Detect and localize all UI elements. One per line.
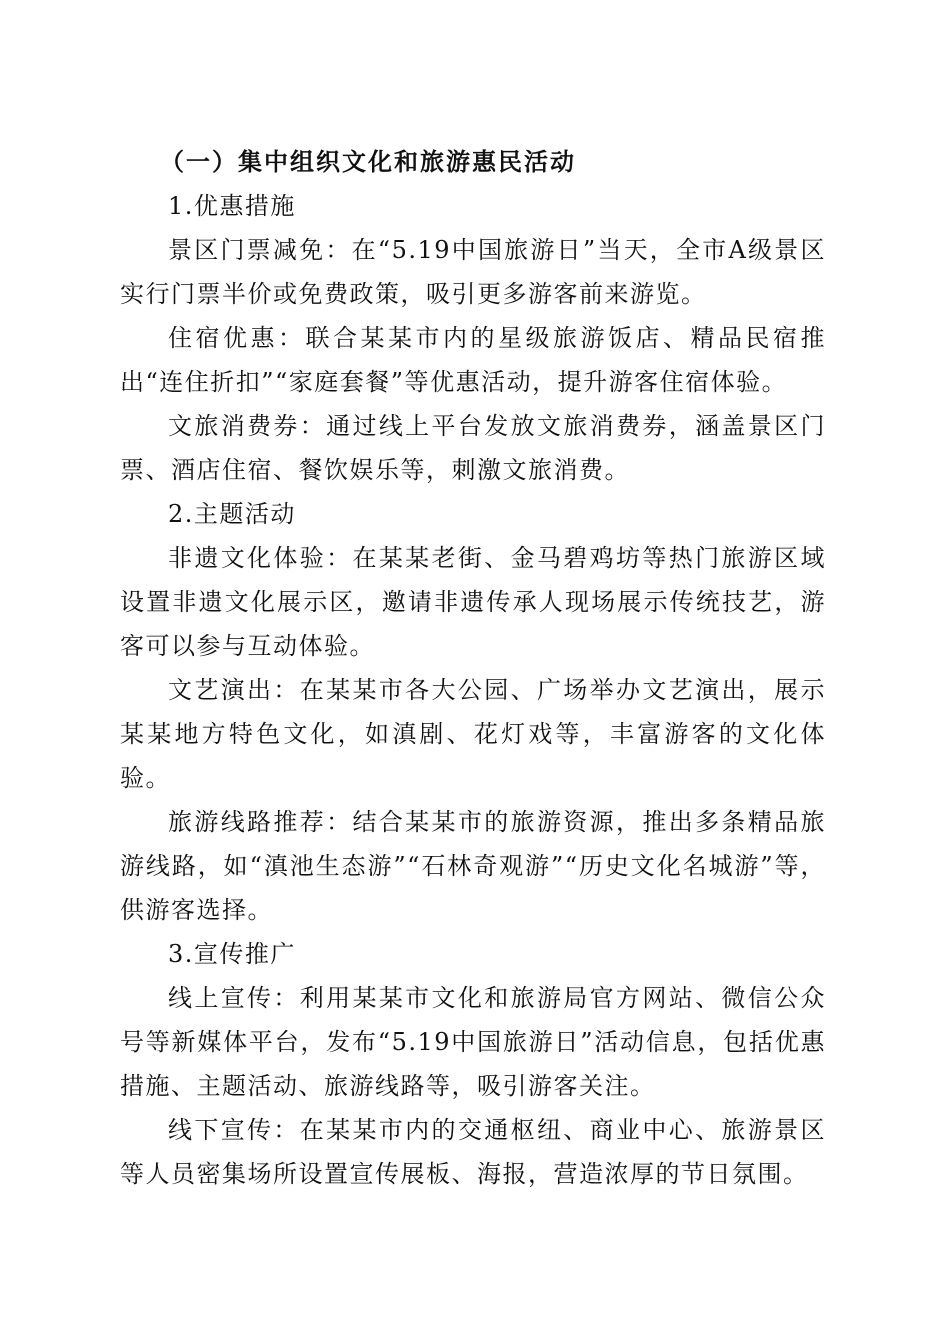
section-title: （一）集中组织文化和旅游惠民活动 (160, 147, 576, 176)
paragraph-consumption-voucher: 文旅消费券：通过线上平台发放文旅消费券，涵盖景区门票、酒店住宿、餐饮娱乐等，刺激文旅消费。 (120, 412, 826, 484)
paragraph-ticket-discount: 景区门票减免：在“5.19中国旅游日”当天，全市A级景区实行门票半价或免费政策，吸引更多游客前来游览。 (120, 236, 826, 308)
paragraph-online-promotion: 线上宣传：利用某某市文化和旅游局官方网站、微信公众号等新媒体平台，发布“5.19中国旅游日”活动信息，包括优惠措施、主题活动、旅游线路等，吸引游客关注。 (120, 984, 826, 1100)
subsection-heading-3: 3.宣传推广 (168, 940, 296, 968)
document-body (120, 140, 826, 1196)
paragraph-performances: 文艺演出：在某某市各大公园、广场举办文艺演出，展示某某地方特色文化，如滇剧、花灯戏等，丰富游客的文化体验。 (120, 676, 826, 792)
paragraph-lodging-discount: 住宿优惠：联合某某市内的星级旅游饭店、精品民宿推出“连住折扣”“家庭套餐”等优惠活动，提升游客住宿体验。 (120, 324, 826, 396)
paragraph-offline-promotion: 线下宣传：在某某市内的交通枢纽、商业中心、旅游景区等人员密集场所设置宣传展板、海报，营造浓厚的节日氛围。 (120, 1116, 826, 1188)
subsection-heading-1: 1.优惠措施 (168, 192, 296, 220)
paragraph-tour-routes: 旅游线路推荐：结合某某市的旅游资源，推出多条精品旅游线路，如“滇池生态游”“石林奇观游”“历史文化名城游”等，供游客选择。 (120, 808, 826, 924)
subsection-heading-2: 2.主题活动 (168, 500, 296, 528)
paragraph-intangible-heritage: 非遗文化体验：在某某老街、金马碧鸡坊等热门旅游区域设置非遗文化展示区，邀请非遗传承人现场展示传统技艺，游客可以参与互动体验。 (120, 544, 826, 660)
